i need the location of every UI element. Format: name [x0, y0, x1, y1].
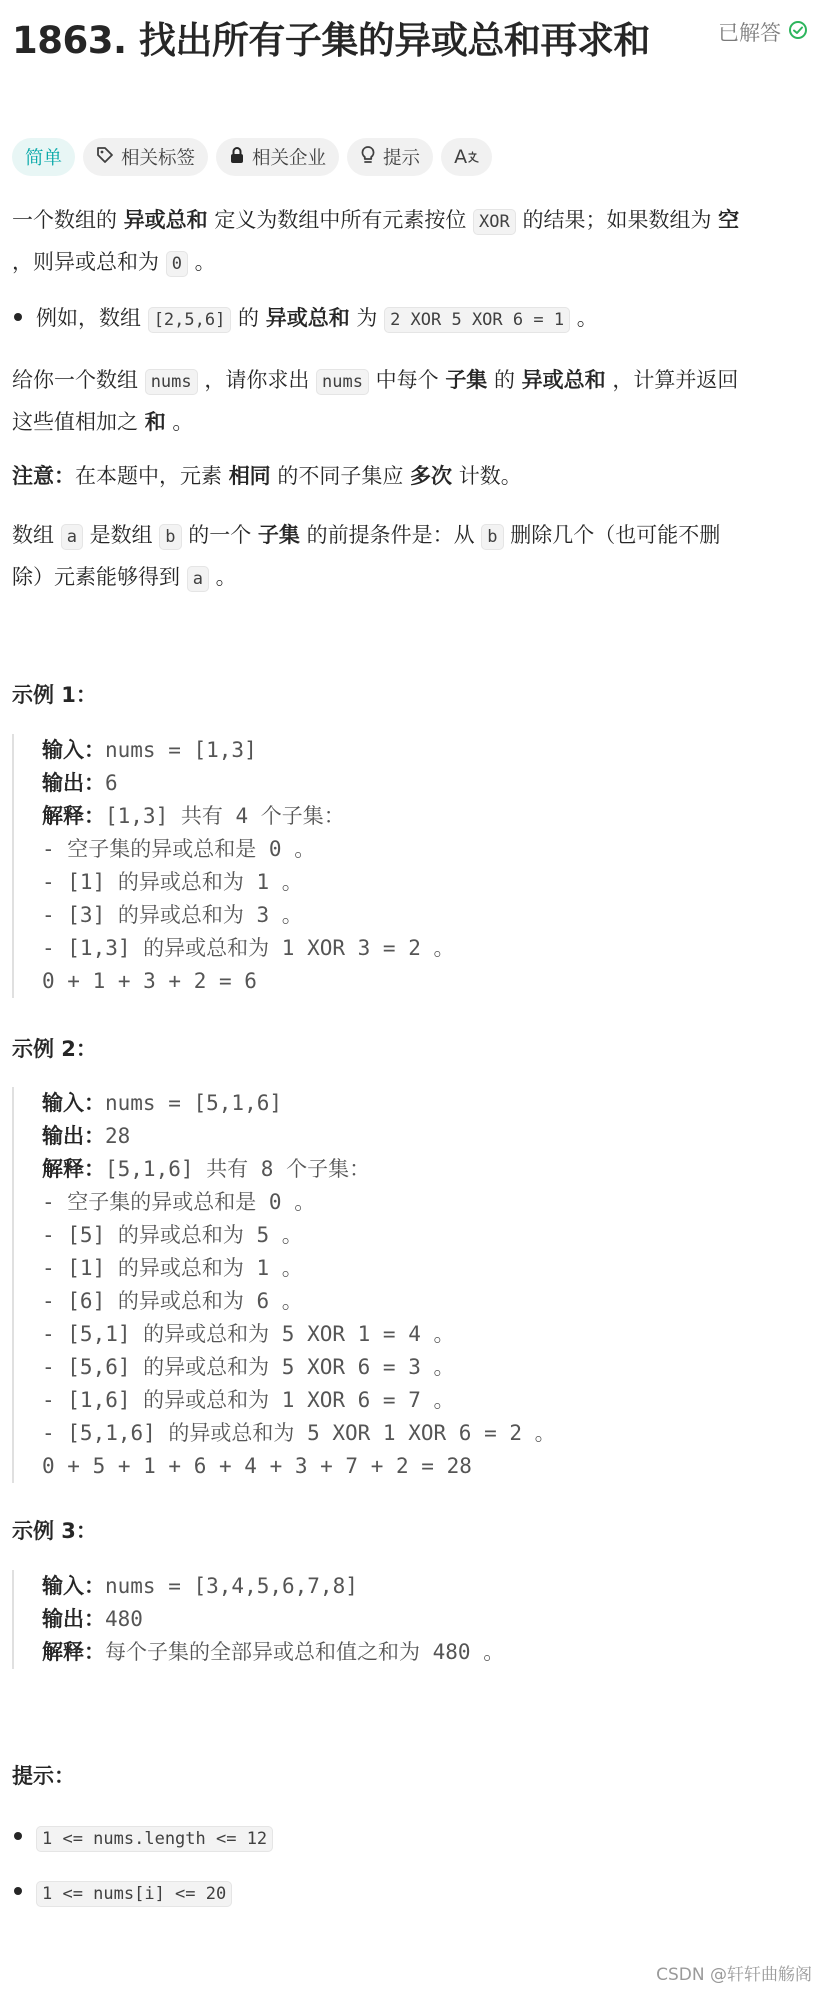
description-paragraph-2: 给你一个数组 nums ，请你求出 nums 中每个 子集 的 异或总和 ，计算并返回 这些值相加之 和 。: [12, 368, 739, 434]
topics-tag-button[interactable]: [83, 138, 208, 176]
constraint-item: 1 <= nums[i] <= 20: [12, 1872, 820, 1914]
solved-label: 已解答: [718, 21, 781, 45]
hint-tag-label: 提示: [383, 148, 421, 169]
tag-bar: [12, 138, 492, 176]
constraint-item: 1 <= nums.length <= 12: [12, 1817, 820, 1859]
example-output-line: 输出：480: [42, 1607, 143, 1631]
bullet-dot: [14, 1887, 22, 1895]
description-paragraph-1: 一个数组的 异或总和 定义为数组中所有元素按位 XOR 的结果；如果数组为 空 ，则异或总和为 0 。: [12, 200, 820, 284]
example-3-heading: 示例 3：: [12, 1519, 97, 1543]
example-3-block: [12, 1570, 652, 1669]
constraints-heading: 提示：: [12, 1764, 75, 1788]
example-explain-line: - [1] 的异或总和为 1 。: [42, 1256, 303, 1280]
companies-tag-button[interactable]: [216, 138, 339, 176]
example-input-line: 输入：nums = [3,4,5,6,7,8]: [42, 1574, 358, 1598]
note-paragraph: 注意：在本题中，元素 相同 的不同子集应 多次 计数。: [12, 464, 522, 488]
problem-header: [12, 0, 820, 70]
example-1-heading: 示例 1：: [12, 683, 97, 707]
translate-button[interactable]: [441, 138, 492, 176]
example-explain-line: 0 + 1 + 3 + 2 = 6: [42, 969, 257, 993]
example-explain-line: - [1] 的异或总和为 1 。: [42, 870, 303, 894]
topics-tag-label: 相关标签: [121, 148, 196, 169]
example-bullet: 例如，数组 [2,5,6] 的 异或总和 为 2 XOR 5 XOR 6 = 1 。: [12, 298, 820, 340]
example-explain-line: - [5,1] 的异或总和为 5 XOR 1 = 4 。: [42, 1322, 455, 1346]
check-circle-icon: [788, 20, 808, 45]
example-2-block: [12, 1087, 652, 1483]
example-1-block: [12, 734, 652, 998]
example-explain-line: - 空子集的异或总和是 0 。: [42, 1190, 316, 1214]
difficulty-tag[interactable]: [12, 138, 75, 176]
example-input-line: 输入：nums = [5,1,6]: [42, 1091, 283, 1115]
example-2-heading: 示例 2：: [12, 1037, 97, 1061]
example-explain-line: 0 + 5 + 1 + 6 + 4 + 3 + 7 + 2 = 28: [42, 1454, 472, 1478]
hint-tag-button[interactable]: [347, 138, 433, 176]
translate-icon: A: [454, 146, 479, 168]
example-explain-line: - [5,6] 的异或总和为 5 XOR 6 = 3 。: [42, 1355, 455, 1379]
example-explain-line: - [1,6] 的异或总和为 1 XOR 6 = 7 。: [42, 1388, 455, 1412]
example-explain-line: - [3] 的异或总和为 3 。: [42, 903, 303, 927]
problem-title[interactable]: 1863. 找出所有子集的异或总和再求和: [12, 19, 650, 62]
lock-icon: [229, 146, 245, 169]
subset-definition-paragraph: 数组 a 是数组 b 的一个 子集 的前提条件是：从 b 删除几个（也可能不删 除）元素能够得到 a 。: [12, 515, 820, 599]
example-explain-line: - [5] 的异或总和为 5 。: [42, 1223, 303, 1247]
example-explain-line: - [5,1,6] 的异或总和为 5 XOR 1 XOR 6 = 2 。: [42, 1421, 556, 1445]
tag-icon: [96, 146, 114, 169]
example-explain-line: - [1,3] 的异或总和为 1 XOR 3 = 2 。: [42, 936, 455, 960]
companies-tag-label: 相关企业: [252, 148, 327, 169]
difficulty-label: 简单: [25, 148, 63, 169]
example-input-line: 输入：nums = [1,3]: [42, 738, 257, 762]
solved-status: [718, 17, 808, 47]
example-explain-line: 解释：每个子集的全部异或总和值之和为 480 。: [42, 1640, 505, 1664]
bullet-dot: [14, 313, 22, 321]
example-explain-line: 解释：[1,3] 共有 4 个子集：: [42, 804, 345, 828]
example-explain-line: 解释：[5,1,6] 共有 8 个子集：: [42, 1157, 371, 1181]
watermark: CSDN @轩轩曲觞阁: [656, 1965, 812, 1985]
example-explain-line: - 空子集的异或总和是 0 。: [42, 837, 316, 861]
example-output-line: 输出：28: [42, 1124, 131, 1148]
bullet-dot: [14, 1832, 22, 1840]
example-explain-line: - [6] 的异或总和为 6 。: [42, 1289, 303, 1313]
example-output-line: 输出：6: [42, 771, 118, 795]
lightbulb-icon: [360, 145, 376, 170]
